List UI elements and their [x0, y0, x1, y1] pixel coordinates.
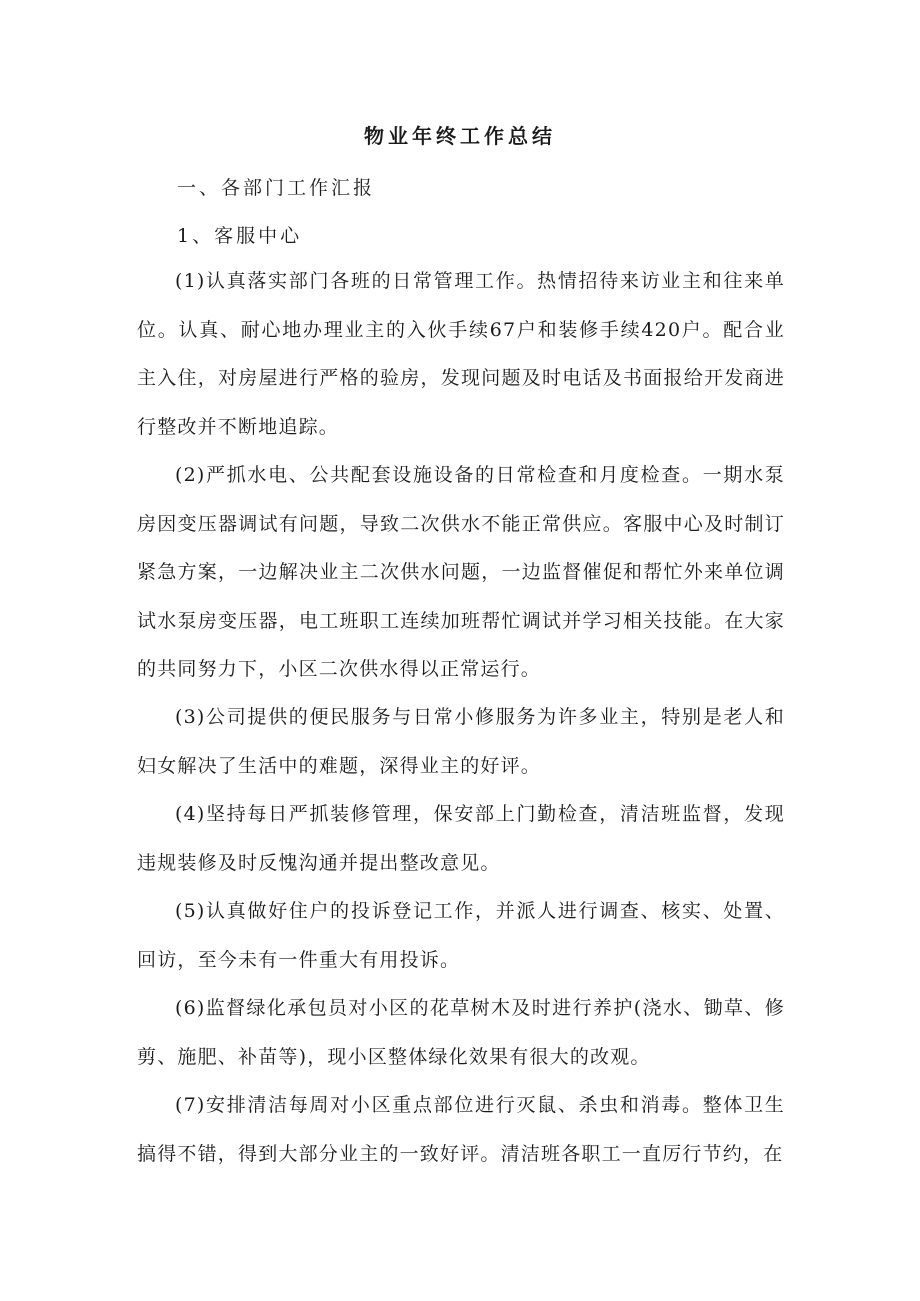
paragraph-5: (5)认真做好住户的投诉登记工作，并派人进行调查、核实、处置、回访，至今未有一件重大有用投诉。 — [137, 900, 785, 971]
section-heading: 一、各部门工作汇报 — [177, 177, 376, 199]
paragraph-4: (4)坚持每日严抓装修管理，保安部上门勤检查，清洁班监督，发现违规装修及时反愧沟通并提出整改意见。 — [137, 803, 785, 874]
paragraph-1: (1)认真落实部门各班的日常管理工作。热情招待来访业主和往来单位。认真、耐心地办理业主的入伙手续67户和装修手续420户。配合业主入住，对房屋进行严格的验房，发现问题及时电话及书面报给开发商进行整改并不断地追踪。 — [137, 270, 785, 438]
paragraph-7: (7)安排清洁每周对小区重点部位进行灭鼠、杀虫和消毒。整体卫生搞得不错，得到大部分业主的一致好评。清洁班各职工一直厉行节约，在 — [137, 1094, 785, 1165]
document-title: 物业年终工作总结 — [364, 124, 556, 148]
subsection-heading: 1、客服中心 — [177, 225, 303, 247]
paragraph-6: (6)监督绿化承包员对小区的花草树木及时进行养护(浇水、锄草、修剪、施肥、补苗等)，现小区整体绿化效果有很大的改观。 — [137, 997, 785, 1068]
paragraph-3: (3)公司提供的便民服务与日常小修服务为许多业主，特别是老人和妇女解决了生活中的难题，深得业主的好评。 — [137, 706, 785, 777]
paragraph-2: (2)严抓水电、公共配套设施设备的日常检查和月度检查。一期水泵房因变压器调试有问题，导致二次供水不能正常供应。客服中心及时制订紧急方案，一边解决业主二次供水问题，一边监督催促和帮忙外来单位调试水泵房变压器，电工班职工连续加班帮忙调试并学习相关技能。在大家的共同努力下，小区二次供水得以正常运行。 — [137, 464, 785, 680]
